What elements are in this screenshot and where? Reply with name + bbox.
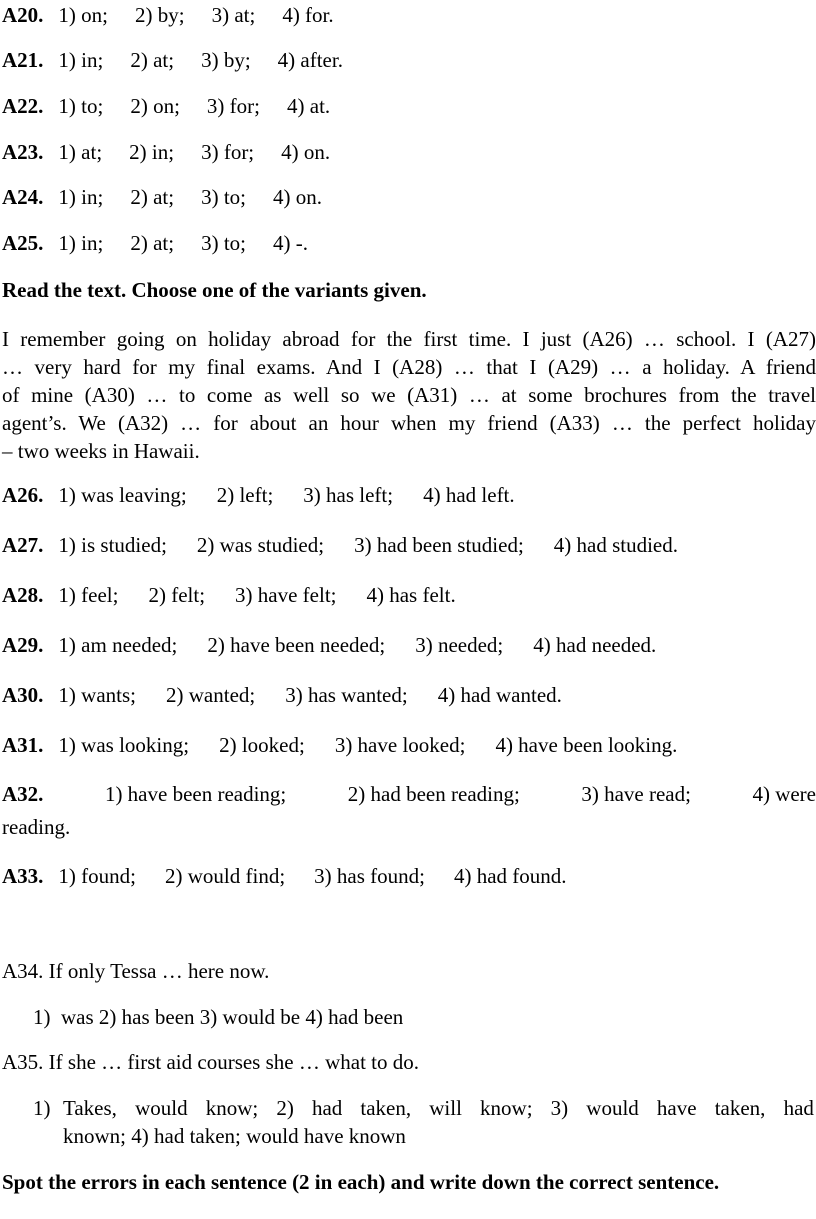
answer-option: 3) has wanted;: [285, 683, 408, 707]
answer-option-word: would: [135, 1096, 188, 1120]
answer-option: 1) wants;: [58, 683, 136, 707]
answer-option: 3) needed;: [415, 633, 504, 657]
question-row: [2, 483, 515, 507]
question-id: A27.: [2, 533, 44, 557]
answer-option: 4) had studied.: [553, 533, 679, 557]
question-row: [2, 733, 677, 757]
answer-option: 1) was looking;: [58, 733, 190, 757]
question-row: [2, 533, 678, 557]
answer-option: 4) has felt.: [366, 583, 456, 607]
answer-option: 2) was studied;: [196, 533, 325, 557]
question-id: A32.: [2, 782, 44, 806]
answer-option: 1) in;: [58, 231, 104, 255]
answer-option: 2) have been needed;: [207, 633, 386, 657]
answer-option: 1) am needed;: [58, 633, 178, 657]
answer-option-word: had: [783, 1096, 814, 1120]
instruction-heading: Read the text. Choose one of the variants given.: [2, 278, 427, 302]
question-a32: [2, 782, 816, 806]
question-id: A28.: [2, 583, 44, 607]
answer-option-word: 3): [550, 1096, 569, 1120]
answer-option-word: know;: [480, 1096, 533, 1120]
answer-option-word: know;: [205, 1096, 259, 1120]
question-a32-continuation: reading.: [2, 815, 71, 839]
answer-option: 4) had needed.: [533, 633, 657, 657]
answer-option-word: 2): [276, 1096, 294, 1120]
answer-option: 2) left;: [216, 483, 274, 507]
answer-option: 2) on;: [130, 94, 180, 118]
answer-option: 4) after.: [277, 48, 343, 72]
answer-option: 1) was leaving;: [58, 483, 187, 507]
answer-option: 2) at;: [130, 231, 175, 255]
question-id: A33.: [2, 864, 44, 888]
answer-option: 1) is studied;: [58, 533, 167, 557]
answer-option: 1) at;: [58, 140, 103, 164]
passage-line: I remember going on holiday abroad for the first time. I just (A26) … school. I (A27): [2, 327, 816, 351]
answer-option-word: taken,: [360, 1096, 412, 1120]
answer-option: 3) at;: [211, 3, 256, 27]
answer-option: 3) has found;: [314, 864, 425, 888]
question-a35-options-line1: [63, 1096, 814, 1120]
answer-option: 3) have felt;: [235, 583, 337, 607]
question-row: [2, 583, 456, 607]
question-a33: [2, 864, 567, 888]
question-a35-options-line2: known; 4) had taken; would have known: [63, 1124, 406, 1148]
answer-option: 4) were: [752, 782, 816, 806]
answer-option-word: will: [429, 1096, 462, 1120]
answer-option: 4) for.: [282, 3, 334, 27]
answer-option: 3) have looked;: [334, 733, 466, 757]
question-id: A26.: [2, 483, 44, 507]
answer-option-word: had: [311, 1096, 343, 1120]
instruction-heading: Spot the errors in each sentence (2 in each) and write down the correct sentence.: [2, 1170, 720, 1194]
answer-option: 4) on.: [273, 185, 322, 209]
passage-line: of mine (A30) … to come as well so we (A31) … at some brochures from the travel: [2, 383, 816, 407]
answer-option: 4) -.: [273, 231, 308, 255]
answer-option: 3) to;: [201, 185, 246, 209]
question-id: A20.: [2, 3, 44, 27]
answer-option: 4) at.: [287, 94, 331, 118]
answer-option: 1) to;: [58, 94, 104, 118]
answer-option-word: have: [656, 1096, 697, 1120]
question-id: A30.: [2, 683, 44, 707]
question-id: A31.: [2, 733, 44, 757]
question-row: [2, 185, 322, 209]
answer-option-word: taken,: [714, 1096, 766, 1120]
answer-option: 1) in;: [58, 48, 104, 72]
answer-option: 1) on;: [58, 3, 108, 27]
question-a35-option-number: 1): [33, 1096, 51, 1120]
question-a34-options: 1) was 2) has been 3) would be 4) had been: [33, 1005, 404, 1029]
answer-option: 2) wanted;: [166, 683, 256, 707]
question-id: A21.: [2, 48, 44, 72]
question-a34: A34. If only Tessa … here now.: [2, 959, 270, 983]
answer-option: 4) on.: [281, 140, 331, 164]
answer-option: 1) in;: [58, 185, 104, 209]
answer-option: 3) have read;: [581, 782, 691, 806]
answer-option: 3) had been studied;: [354, 533, 524, 557]
answer-option: 4) had wanted.: [437, 683, 562, 707]
answer-option: 3) by;: [201, 48, 251, 72]
answer-option: 2) in;: [129, 140, 175, 164]
answer-option: 3) for;: [201, 140, 255, 164]
answer-option: 2) had been reading;: [347, 782, 520, 806]
question-id: A22.: [2, 94, 44, 118]
answer-option: 1) have been reading;: [104, 782, 287, 806]
answer-option: 3) for;: [206, 94, 260, 118]
question-a35: A35. If she … first aid courses she … what to do.: [2, 1050, 420, 1074]
answer-option: 4) had left.: [423, 483, 515, 507]
passage-line: agent’s. We (A32) … for about an hour when my friend (A33) … the perfect holiday: [2, 411, 816, 435]
answer-option-word: Takes,: [63, 1096, 117, 1120]
question-row: [2, 683, 562, 707]
question-row: [2, 94, 330, 118]
answer-option: 2) at;: [130, 185, 175, 209]
question-id: A29.: [2, 633, 44, 657]
answer-option: 4) had found.: [453, 864, 567, 888]
answer-option: 4) have been looking.: [495, 733, 678, 757]
question-row: [2, 140, 330, 164]
answer-option-word: would: [586, 1096, 639, 1120]
passage-line: – two weeks in Hawaii.: [2, 439, 200, 463]
reading-passage: [2, 325, 816, 465]
question-id: A25.: [2, 231, 44, 255]
question-row: [2, 48, 343, 72]
passage-line: … very hard for my final exams. And I (A28) … that I (A29) … a holiday. A friend: [2, 355, 816, 379]
question-id: A24.: [2, 185, 44, 209]
answer-option: 3) to;: [201, 231, 246, 255]
answer-option: 3) has left;: [303, 483, 394, 507]
question-row: [2, 231, 308, 255]
question-row: [2, 3, 334, 27]
answer-option: 2) by;: [135, 3, 185, 27]
answer-option: 2) looked;: [219, 733, 305, 757]
answer-option: 2) at;: [130, 48, 175, 72]
answer-option: 2) felt;: [148, 583, 206, 607]
answer-option: 1) found;: [58, 864, 136, 888]
question-row: [2, 633, 656, 657]
answer-option: 2) would find;: [165, 864, 286, 888]
answer-option: 1) feel;: [58, 583, 119, 607]
question-id: A23.: [2, 140, 44, 164]
